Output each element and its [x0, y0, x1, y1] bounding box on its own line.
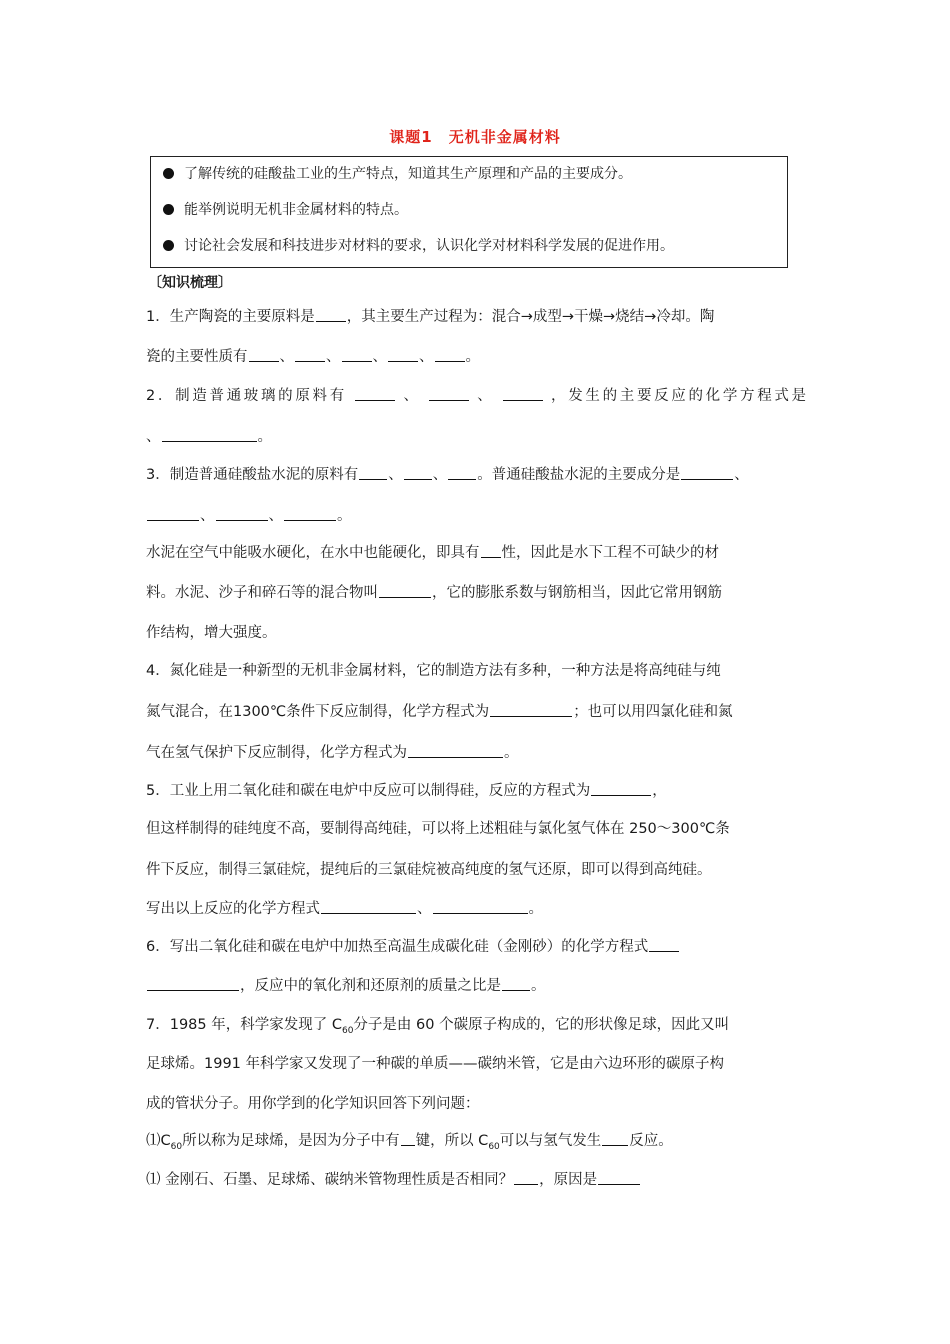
- answer-blank[interactable]: [284, 506, 336, 521]
- question-5-line-1: 5．工业上用二氧化硅和碳在电炉中反应可以制得硅，反应的方程式为 ，: [146, 783, 667, 799]
- answer-blank[interactable]: [355, 386, 395, 401]
- bullet-icon: [163, 204, 174, 215]
- question-3-line-5: 作结构，增大强度。: [146, 625, 277, 641]
- answer-blank[interactable]: [388, 347, 418, 362]
- answer-blank[interactable]: [216, 506, 268, 521]
- question-7-line-3: 成的管状分子。用你学到的化学知识回答下列问题：: [146, 1096, 480, 1112]
- question-1-line-1: 1．生产陶瓷的主要原料是 ，其主要生产过程为：混合→成型→干燥→烧结→冷却。陶: [146, 309, 715, 325]
- answer-blank[interactable]: [295, 347, 325, 362]
- answer-blank[interactable]: [316, 307, 346, 322]
- question-1-line-2: 瓷的主要性质有 、 、 、 、 。: [146, 349, 480, 365]
- question-7-line-4: $⑴C_{60}$所以称为足球烯，是因为分子中有 键，所以 $C_{60}$可以与氢气发生 反应。: [146, 1133, 673, 1152]
- answer-blank[interactable]: [435, 347, 465, 362]
- question-3-line-4: 料。水泥、沙子和碎石等的混合物叫 ，它的膨胀系数与钢筋相当，因此它常用钢筋: [146, 585, 722, 601]
- objective-item: 能举例说明无机非金属材料的特点。: [163, 199, 408, 219]
- question-7-line-5: ⑴ 金刚石、石墨、足球烯、碳纳米管物理性质是否相同？ ，原因是: [146, 1170, 806, 1190]
- question-7-line-1: 7．1985 年，科学家发现了 $C_{60}$分子是由 60 个碳原子构成的，它的形状像足球，因此又叫: [146, 1017, 730, 1036]
- question-6-line-1: 6．写出二氧化硅和碳在电炉中加热至高温生成碳化硅（金刚砂）的化学方程式: [146, 937, 806, 957]
- question-3-line-2: 、 、 。: [146, 506, 806, 526]
- question-5-line-2: 但这样制得的硅纯度不高，要制得高纯硅，可以将上述粗硅与氯化氢气体在 250～300℃条: [146, 821, 730, 837]
- answer-blank[interactable]: [147, 976, 239, 991]
- answer-blank[interactable]: [598, 1170, 640, 1185]
- bullet-icon: [163, 168, 174, 179]
- objective-item: 讨论社会发展和科技进步对材料的要求，认识化学对材料科学发展的促进作用。: [163, 235, 674, 255]
- answer-blank[interactable]: [649, 937, 679, 952]
- answer-blank[interactable]: [342, 347, 372, 362]
- question-3-line-1: 3．制造普通硅酸盐水泥的原料有 、 、 。普通硅酸盐水泥的主要成分是 、: [146, 467, 749, 483]
- answer-blank[interactable]: [379, 583, 431, 598]
- lesson-title: 课题1 无机非金属材料: [389, 128, 561, 146]
- answer-blank[interactable]: [429, 386, 469, 401]
- question-4-line-2: 氮气混合，在1300℃条件下反应制得，化学方程式为 ；也可以用四氯化硅和氮: [146, 704, 733, 720]
- answer-blank[interactable]: [481, 543, 501, 558]
- answer-blank[interactable]: [321, 899, 416, 914]
- question-5-line-4: 写出以上反应的化学方程式 、 。: [146, 901, 543, 917]
- answer-blank[interactable]: [404, 465, 432, 480]
- answer-blank[interactable]: [514, 1170, 538, 1185]
- question-4-line-1: 4．氮化硅是一种新型的无机非金属材料，它的制造方法有多种，一种方法是将高纯硅与纯: [146, 663, 721, 679]
- question-6-line-2: ，反应中的氧化剂和还原剂的质量之比是 。: [146, 976, 806, 996]
- question-7-line-2: 足球烯。1991 年科学家又发现了一种碳的单质——碳纳米管，它是由六边环形的碳原子构: [146, 1056, 725, 1072]
- question-3-line-3: 水泥在空气中能吸水硬化，在水中也能硬化，即具有 性，因此是水下工程不可缺少的材: [146, 545, 719, 561]
- answer-blank[interactable]: [359, 465, 387, 480]
- answer-blank[interactable]: [408, 743, 503, 758]
- answer-blank[interactable]: [681, 465, 733, 480]
- answer-blank[interactable]: [602, 1131, 628, 1146]
- question-2-line-2: 、 。: [146, 429, 272, 445]
- answer-blank[interactable]: [433, 899, 528, 914]
- answer-blank[interactable]: [162, 427, 257, 442]
- answer-blank[interactable]: [591, 781, 651, 796]
- section-heading: 〔知识梳理〕: [148, 275, 232, 291]
- objective-item: 了解传统的硅酸盐工业的生产特点，知道其生产原理和产品的主要成分。: [163, 163, 632, 183]
- question-2-line-1: 2．制造普通玻璃的原料有 、 、 ，发生的主要反应的化学方程式是: [146, 388, 806, 404]
- answer-blank[interactable]: [401, 1131, 415, 1146]
- question-4-line-3: 气在氢气保护下反应制得，化学方程式为 。: [146, 745, 519, 761]
- answer-blank[interactable]: [147, 506, 199, 521]
- answer-blank[interactable]: [490, 702, 572, 717]
- objectives-box: [150, 156, 788, 268]
- answer-blank[interactable]: [503, 386, 543, 401]
- answer-blank[interactable]: [448, 465, 476, 480]
- question-5-line-3: 件下反应，制得三氯硅烷，提纯后的三氯硅烷被高纯度的氢气还原，即可以得到高纯硅。: [146, 862, 712, 878]
- answer-blank[interactable]: [502, 976, 530, 991]
- bullet-icon: [163, 240, 174, 251]
- answer-blank[interactable]: [249, 347, 279, 362]
